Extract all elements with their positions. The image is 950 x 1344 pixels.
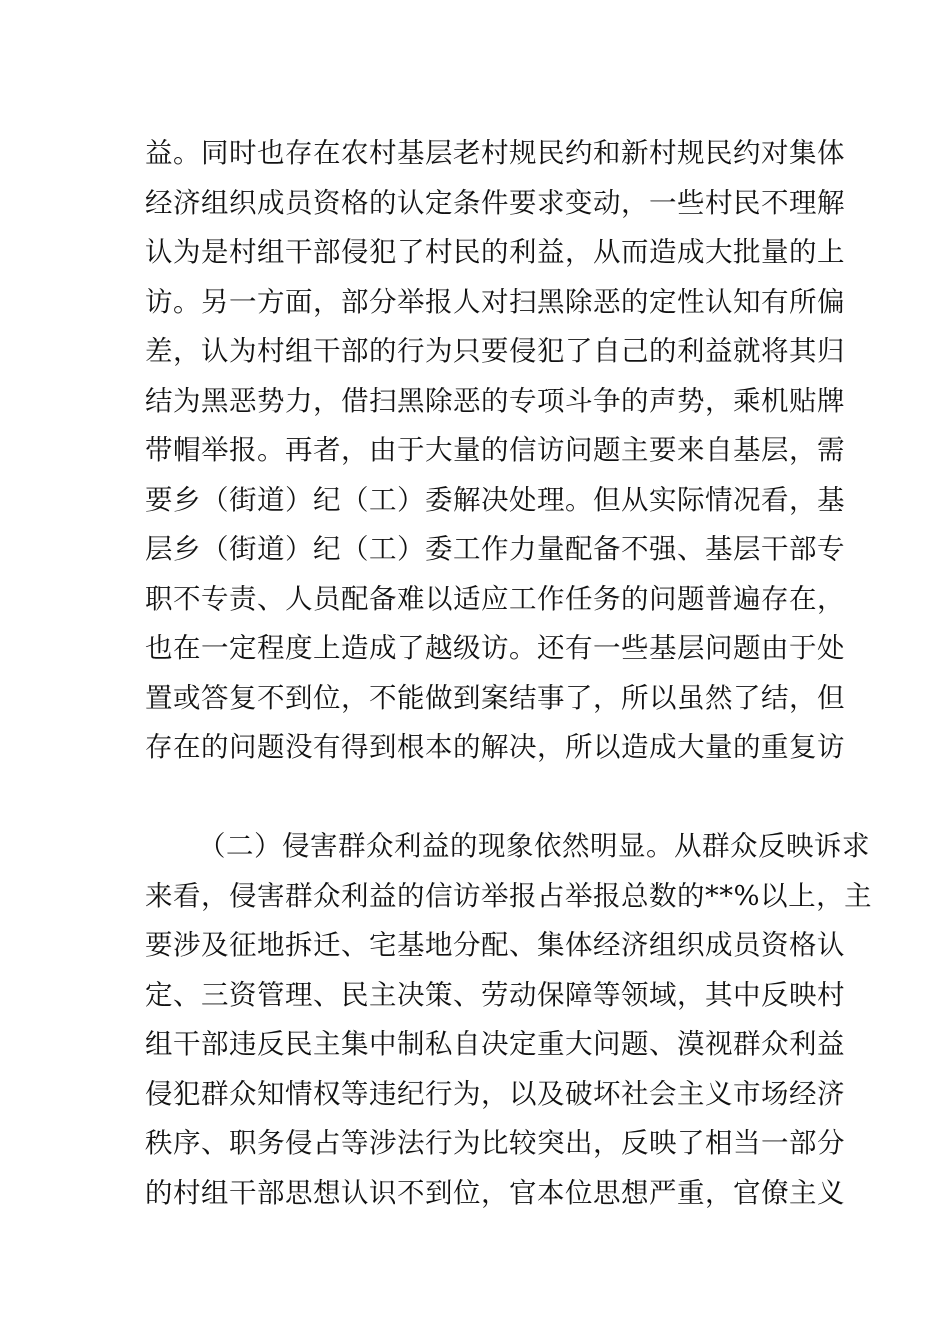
text-line: 访。另一方面，部分举报人对扫黑除恶的定性认知有所偏 <box>145 286 845 318</box>
text-line: 置或答复不到位，不能做到案结事了，所以虽然了结，但 <box>145 682 845 714</box>
text-line: 益。同时也存在农村基层老村规民约和新村规民约对集体 <box>145 137 845 169</box>
section-heading-line: （二）侵害群众利益的现象依然明显。从群众反映诉求 <box>198 830 870 862</box>
text-line: 来看，侵害群众利益的信访举报占举报总数的**%以上，主 <box>145 880 873 912</box>
text-line: 定、三资管理、民主决策、劳动保障等领域，其中反映村 <box>145 979 845 1011</box>
text-line: 职不专责、人员配备难以适应工作任务的问题普遍存在， <box>145 583 845 615</box>
text-line: 带帽举报。再者，由于大量的信访问题主要来自基层，需 <box>145 434 845 466</box>
text-line: 的村组干部思想认识不到位，官本位思想严重，官僚主义 <box>145 1177 845 1209</box>
text-line: 要乡（街道）纪（工）委解决处理。但从实际情况看，基 <box>145 484 845 516</box>
text-line: 侵犯群众知情权等违纪行为，以及破坏社会主义市场经济 <box>145 1078 845 1110</box>
text-line: 组干部违反民主集中制私自决定重大问题、漠视群众利益 <box>145 1028 845 1060</box>
text-line: 存在的问题没有得到根本的解决，所以造成大量的重复访 <box>145 731 845 763</box>
text-line: 认为是村组干部侵犯了村民的利益，从而造成大批量的上 <box>145 236 845 268</box>
text-line: 也在一定程度上造成了越级访。还有一些基层问题由于处 <box>145 632 845 664</box>
text-line: 秩序、职务侵占等涉法行为比较突出，反映了相当一部分 <box>145 1127 845 1159</box>
text-line: 经济组织成员资格的认定条件要求变动，一些村民不理解 <box>145 187 845 219</box>
text-line: 结为黑恶势力，借扫黑除恶的专项斗争的声势，乘机贴牌 <box>145 385 845 417</box>
text-line: 差，认为村组干部的行为只要侵犯了自己的利益就将其归 <box>145 335 845 367</box>
text-line: 要涉及征地拆迁、宅基地分配、集体经济组织成员资格认 <box>145 929 845 961</box>
text-line: 层乡（街道）纪（工）委工作力量配备不强、基层干部专 <box>145 533 845 565</box>
